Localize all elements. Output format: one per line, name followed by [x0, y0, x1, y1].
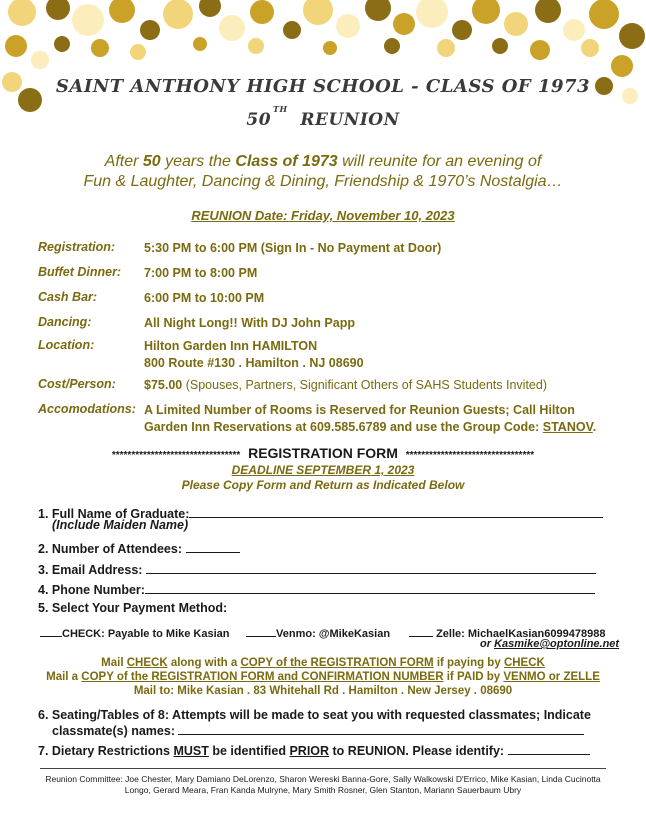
dancing-label: Dancing: — [38, 315, 92, 329]
registration-value: 5:30 PM to 6:00 PM (Sign In - No Payment at Door) — [144, 241, 442, 255]
committee-list: Reunion Committee: Joe Chester, Mary Damiano DeLorenzo, Sharon Wereski Banna-Gore, Sally Walkowski D'Errico, Mike Kasian, Linda Cucinotta Longo, Gerard Meara, Fran Kanda Mulryne, Mary Smith Rosner, Glen Stanton, Mariann Sauerbaum Ubry — [45, 774, 601, 795]
cashbar-value: 6:00 PM to 10:00 PM — [144, 291, 265, 305]
pay-check-option[interactable]: CHECK: Payable to Mike Kasian — [40, 624, 230, 640]
reunion-superscript: TH — [273, 104, 288, 114]
buffet-value: 7:00 PM to 8:00 PM — [144, 266, 258, 280]
cost-value: $75.00 (Spouses, Partners, Significant Others of SAHS Students Invited) — [144, 378, 547, 392]
buffet-label: Buffet Dinner: — [38, 265, 122, 279]
pay-venmo-option[interactable]: Venmo: @MikeKasian — [246, 624, 390, 640]
maiden-name-note: (Include Maiden Name) — [52, 518, 189, 532]
registration-form-heading: ********************************* REGISTRATION FORM ********************************* — [111, 445, 535, 461]
footer-divider — [40, 768, 606, 769]
reunion-number: 50 — [246, 110, 272, 130]
cost-label: Cost/Person: — [38, 377, 116, 391]
mail-address: Mail to: Mike Kasian . 83 Whitehall Rd . Hamilton . New Jersey . 08690 — [133, 685, 513, 697]
confetti-banner — [0, 0, 646, 115]
location-value: Hilton Garden Inn HAMILTON 800 Route #130 . Hamilton . NJ 08690 — [144, 339, 364, 370]
dietary-field[interactable]: 7. Dietary Restrictions MUST be identified PRIOR to REUNION. Please identify: — [38, 742, 590, 758]
pay-zelle-option[interactable]: Zelle: MichaelKasian6099478988 — [409, 624, 605, 640]
reunion-date: REUNION Date: Friday, November 10, 2023 — [191, 208, 455, 223]
mail-instruction-venmo-zelle: Mail a COPY of the REGISTRATION FORM and CONFIRMATION NUMBER if PAID by VENMO or ZELLE — [46, 671, 600, 683]
zelle-email: or Kasmike@optonline.net — [480, 638, 620, 650]
phone-field[interactable]: 4. Phone Number: — [38, 581, 595, 597]
intro-text: After 50 years the Class of 1973 will reunite for an evening of Fun & Laughter, Dancing & Dining, Friendship & 1970’s Nostalgia… — [83, 153, 563, 190]
seating-field[interactable]: classmate(s) names: — [52, 722, 584, 738]
mail-instruction-check: Mail CHECK along with a COPY of the REGISTRATION FORM if paying by CHECK — [101, 657, 545, 669]
form-copy-note: Please Copy Form and Return as Indicated Below — [181, 478, 465, 492]
form-deadline: DEADLINE SEPTEMBER 1, 2023 — [231, 463, 415, 477]
location-label: Location: — [38, 338, 95, 352]
reunion-word: REUNION — [300, 110, 400, 130]
attendees-field[interactable]: 2. Number of Attendees: — [38, 540, 240, 556]
accommodations-value: A Limited Number of Rooms is Reserved for Reunion Guests; Call Hilton Garden Inn Reservations at 609.585.6789 and use the Group Code: STANOV. — [144, 403, 597, 434]
email-field[interactable]: 3. Email Address: — [38, 561, 596, 577]
cashbar-label: Cash Bar: — [38, 290, 98, 304]
dancing-value: All Night Long!! With DJ John Papp — [144, 316, 355, 330]
graduate-name-field[interactable]: 1. Full Name of Graduate: — [38, 505, 603, 521]
payment-method-heading: 5. Select Your Payment Method: — [38, 601, 228, 615]
accommodations-label: Accomodations: — [38, 402, 136, 416]
seating-field-label: 6. Seating/Tables of 8: Attempts will be made to seat you with requested classmates; Indicate — [38, 708, 591, 722]
reunion-title — [0, 104, 646, 130]
registration-label: Registration: — [38, 240, 116, 254]
school-title: SAINT ANTHONY HIGH SCHOOL - CLASS OF 1973 — [55, 76, 591, 97]
group-code: STANOV — [542, 420, 593, 434]
